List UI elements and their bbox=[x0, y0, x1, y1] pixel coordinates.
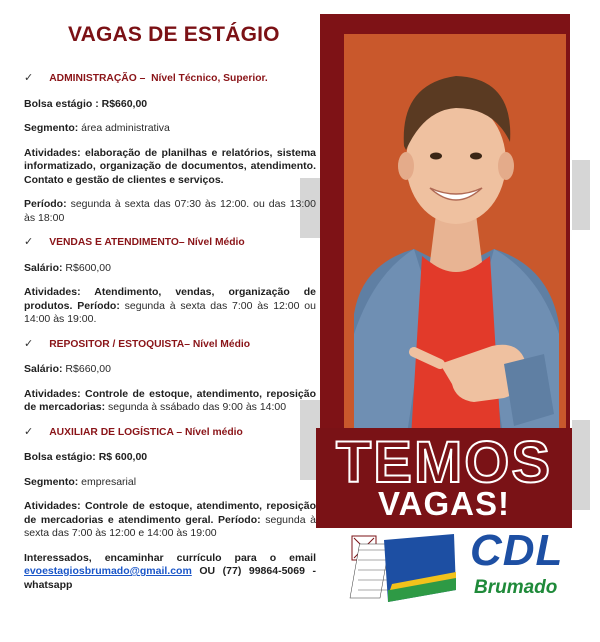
job-pay: Bolsa estágio: R$ 600,00 bbox=[24, 451, 148, 463]
banner-line1: TEMOS bbox=[335, 430, 553, 495]
job-name: VENDAS E ATENDIMENTO– Nível Médio bbox=[49, 237, 245, 248]
logo-name: CDL bbox=[470, 526, 564, 575]
job-activities: Atividades: elaboração de planilhas e relatórios, sistema informatizado, organização de documentos, atendimento. Contato e gestão de clientes e serviços. bbox=[24, 146, 316, 186]
smiling-young-man-pointing-photo bbox=[344, 34, 566, 454]
check-icon: ✓ bbox=[24, 337, 34, 350]
job-heading-logistica bbox=[24, 426, 316, 440]
job-segment: Segmento: área administrativa bbox=[24, 122, 170, 134]
job-pay: Bolsa estágio : R$660,00 bbox=[24, 97, 148, 110]
contact-phone: OU (77) 99864-5069 - whatsapp bbox=[24, 565, 316, 591]
job-pay: Salário: R$660,00 bbox=[24, 363, 111, 375]
decorative-grey-block bbox=[572, 420, 590, 510]
page-title: VAGAS DE ESTÁGIO bbox=[68, 23, 280, 46]
contact-text: Interessados, encaminhar currículo para o email bbox=[24, 551, 316, 564]
job-heading-repositor bbox=[24, 338, 316, 352]
email-link[interactable]: evoestagiosbrumado@gmail.com bbox=[24, 565, 192, 577]
job-pay: Salário: R$600,00 bbox=[24, 261, 111, 274]
decorative-grey-block bbox=[572, 160, 590, 230]
job-period: Período: segunda à sexta das 07:30 às 12:00. ou das 13:00 às 18:00 bbox=[24, 198, 316, 224]
contact-info bbox=[24, 552, 316, 593]
person-illustration bbox=[344, 34, 566, 454]
job-name: ADMINISTRAÇÃO – bbox=[49, 73, 146, 84]
check-icon: ✓ bbox=[24, 425, 34, 438]
job-heading-vendas bbox=[24, 236, 316, 250]
banner-line2: VAGAS! bbox=[378, 485, 510, 522]
job-name: REPOSITOR / ESTOQUISTA– Nível Médio bbox=[49, 338, 251, 350]
job-segment: Segmento: empresarial bbox=[24, 475, 137, 488]
job-listings bbox=[24, 22, 316, 603]
job-level: Nível Técnico, Superior. bbox=[151, 73, 268, 84]
job-activities: Atividades: Atendimento, vendas, organização de produtos. Período: segunda à sexta das 7:00 às 12:00 ou 14:00 às 19:00. bbox=[24, 286, 316, 325]
check-icon: ✓ bbox=[24, 72, 34, 84]
job-activities: Atividades: Controle de estoque, atendimento, reposição de mercadorias: segunda à ssábado das 9:00 às 14:00 bbox=[24, 387, 316, 413]
check-icon: ✓ bbox=[24, 236, 34, 248]
job-name: AUXILIAR DE LOGÍSTICA – Nível médio bbox=[49, 426, 243, 438]
logo-city: Brumado bbox=[474, 577, 558, 598]
job-heading-administracao bbox=[24, 72, 316, 86]
job-activities: Atividades: Controle de estoque, atendimento, reposição de mercadorias e atendimento geral. Período: segunda à sexta das 7:00 às 12:00 e 14:00 às 19:00 bbox=[24, 500, 316, 539]
